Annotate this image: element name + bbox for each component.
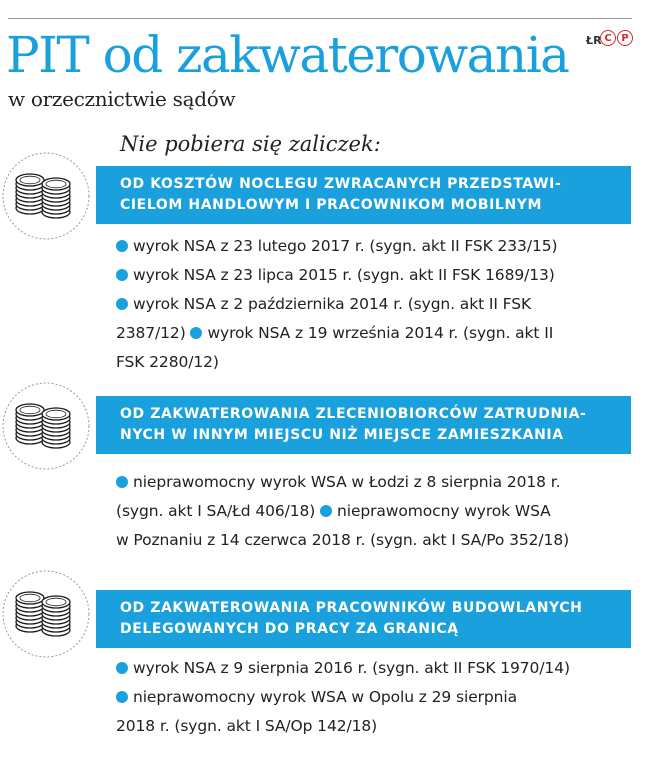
- ruling-list: [116, 654, 636, 741]
- section-banner: [96, 590, 631, 648]
- ruling-text: nieprawomocny wyrok WSA w Łodzi z 8 sierpnia 2018 r.: [133, 473, 561, 491]
- ruling-text: nieprawomocny wyrok WSA: [337, 502, 551, 520]
- ruling-line: [116, 526, 636, 555]
- ruling-text: wyrok NSA z 23 lutego 2017 r. (sygn. akt II FSK 233/15): [133, 237, 558, 255]
- ruling-text: FSK 2280/12): [116, 353, 219, 371]
- banner-line: OD KOSZTÓW NOCLEGU ZWRACANYCH PRZEDSTAWI-: [120, 176, 562, 192]
- coins-graphic: [0, 380, 92, 472]
- ruling-text: 2387/12): [116, 324, 186, 342]
- banner-line: OD ZAKWATEROWANIA PRACOWNIKÓW BUDOWLANYCH: [120, 600, 583, 616]
- author-credit: ŁR: [586, 34, 602, 47]
- ruling-line: [116, 683, 636, 712]
- coins-icon: [0, 150, 92, 242]
- ruling-list: [116, 232, 636, 377]
- ruling-text: wyrok NSA z 2 października 2014 r. (sygn. akt II FSK: [133, 295, 532, 313]
- ruling-text: wyrok NSA z 23 lipca 2015 r. (sygn. akt II FSK 1689/13): [133, 266, 555, 284]
- ruling-text: wyrok NSA z 9 sierpnia 2016 r. (sygn. akt II FSK 1970/14): [133, 659, 570, 677]
- banner-line: OD ZAKWATEROWANIA ZLECENIOBIORCÓW ZATRUDNIA-: [120, 406, 587, 422]
- banner-line: DELEGOWANYCH DO PRACY ZA GRANICĄ: [120, 621, 459, 637]
- bullet-dot: [116, 298, 128, 310]
- coins-icon: [0, 380, 92, 472]
- coins-graphic: [0, 568, 92, 660]
- banner-line: CIELOM HANDLOWYM I PRACOWNIKOM MOBILNYM: [120, 197, 543, 213]
- ruling-line: [116, 232, 636, 261]
- ruling-text: (sygn. akt I SA/Łd 406/18): [116, 502, 316, 520]
- section-banner: [96, 166, 631, 224]
- ruling-text: nieprawomocny wyrok WSA w Opolu z 29 sierpnia: [133, 688, 517, 706]
- ruling-line: [116, 654, 636, 683]
- section-banner: [96, 396, 631, 454]
- logo-letter: P: [617, 30, 633, 46]
- bullet-dot: [320, 505, 332, 517]
- bullet-dot: [190, 327, 202, 339]
- ruling-line: [116, 261, 636, 290]
- bullet-dot: [116, 269, 128, 281]
- bullet-dot: [116, 240, 128, 252]
- logo-letter: C: [600, 30, 616, 46]
- page-subtitle: w orzecznictwie sądów: [8, 87, 236, 111]
- ruling-text: w Poznaniu z 14 czerwca 2018 r. (sygn. akt I SA/Po 352/18): [116, 531, 570, 549]
- intro-text: Nie pobiera się zaliczek:: [120, 132, 381, 156]
- ruling-line: [116, 468, 636, 497]
- ruling-text: 2018 r. (sygn. akt I SA/Op 142/18): [116, 717, 378, 735]
- top-divider: [8, 18, 632, 19]
- ruling-line: [116, 348, 636, 377]
- ruling-line: [116, 497, 636, 526]
- bullet-dot: [116, 662, 128, 674]
- ruling-line: [116, 290, 636, 319]
- banner-line: NYCH W INNYM MIEJSCU NIŻ MIEJSCE ZAMIESZKANIA: [120, 427, 564, 443]
- bullet-dot: [116, 691, 128, 703]
- coins-graphic: [0, 150, 92, 242]
- bullet-dot: [116, 476, 128, 488]
- coins-icon: [0, 568, 92, 660]
- ruling-text: wyrok NSA z 19 września 2014 r. (sygn. akt II: [207, 324, 554, 342]
- page-title: PIT od zakwaterowania: [6, 26, 569, 84]
- ruling-list: [116, 468, 636, 555]
- publisher-logo: [600, 30, 633, 48]
- ruling-line: [116, 712, 636, 741]
- ruling-line: [116, 319, 636, 348]
